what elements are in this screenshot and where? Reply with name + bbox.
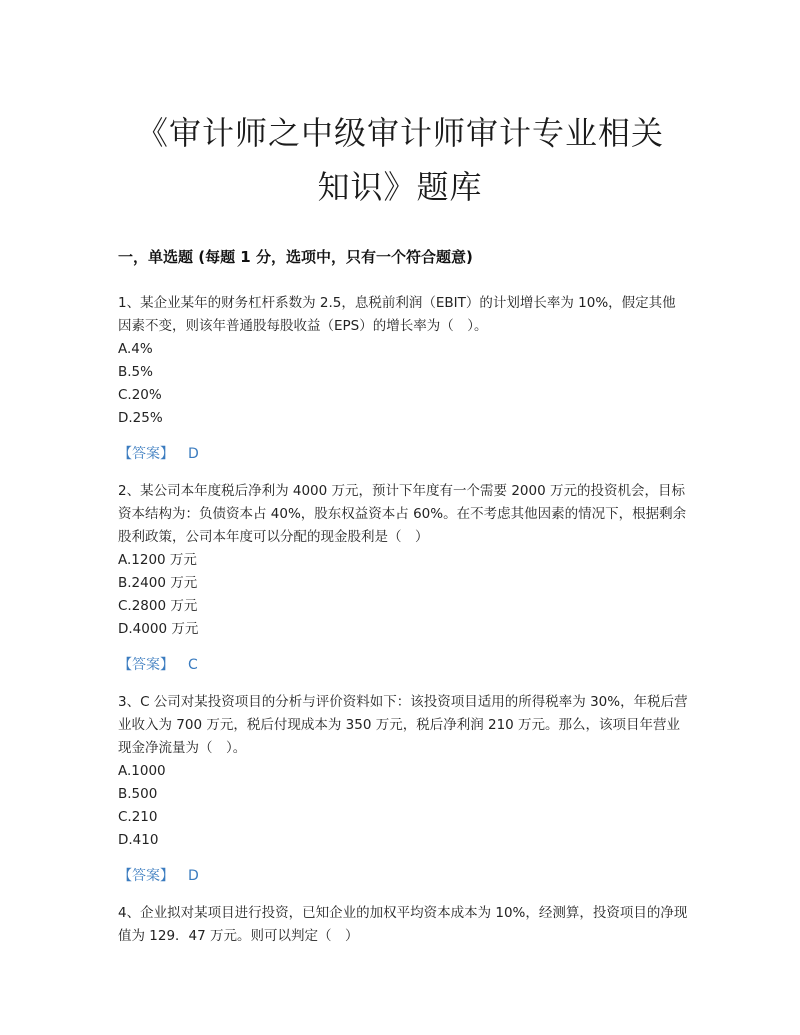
option-b: B.5% xyxy=(118,364,153,380)
option-b: B.2400 万元 xyxy=(118,575,198,591)
question-stem: 2、某公司本年度税后净利为 4000 万元，预计下年度有一个需要 2000 万元的投资机会，目标资本结构为：负债资本占 40%，股东权益资本占 60%。在不考虑其他因素的情况下，根据剩余股利政策，公司本年度可以分配的现金股利是（ ） xyxy=(118,483,687,545)
option-d: D.25% xyxy=(118,410,163,426)
answer-line xyxy=(118,653,688,677)
option-d: D.410 xyxy=(118,832,159,848)
option-a: A.4% xyxy=(118,341,153,357)
option-c: C.20% xyxy=(118,387,162,403)
option-c: C.2800 万元 xyxy=(118,598,198,614)
answer-value: D xyxy=(188,868,199,884)
question-stem: 4、企业拟对某项目进行投资，已知企业的加权平均资本成本为 10%，经测算，投资项目的净现值为 129．47 万元。则可以判定（ ） xyxy=(118,905,688,944)
answer-label: 【答案】 xyxy=(118,657,174,673)
title-line-1: 《审计师之中级审计师审计专业相关 xyxy=(135,114,664,152)
question-stem: 3、C 公司对某投资项目的分析与评价资料如下：该投资项目适用的所得税率为 30%，年税后营业收入为 700 万元，税后付现成本为 350 万元，税后净利润 210 万元。那么，该项目年营业现金净流量为（ ）。 xyxy=(118,694,688,756)
answer-line xyxy=(118,864,688,888)
answer-value: C xyxy=(188,657,198,673)
answer-value: D xyxy=(188,446,199,462)
option-c: C.210 xyxy=(118,809,158,825)
option-b: B.500 xyxy=(118,786,158,802)
question-3 xyxy=(118,691,688,888)
option-a: A.1000 xyxy=(118,763,166,779)
option-a: A.1200 万元 xyxy=(118,552,197,568)
section-heading: 一，单选题 (每题 1 分，选项中，只有一个符合题意) xyxy=(118,248,473,266)
document-title xyxy=(60,106,740,214)
question-4 xyxy=(118,902,688,948)
answer-label: 【答案】 xyxy=(118,868,174,884)
option-d: D.4000 万元 xyxy=(118,621,199,637)
question-2 xyxy=(118,480,688,677)
title-line-2: 知识》题库 xyxy=(317,168,483,206)
question-stem: 1、某企业某年的财务杠杆系数为 2.5，息税前利润（EBIT）的计划增长率为 10%，假定其他因素不变，则该年普通股每股收益（EPS）的增长率为（ ）。 xyxy=(118,295,676,334)
question-1 xyxy=(118,292,688,466)
answer-line xyxy=(118,442,688,466)
answer-label: 【答案】 xyxy=(118,446,174,462)
question-list xyxy=(118,292,688,948)
